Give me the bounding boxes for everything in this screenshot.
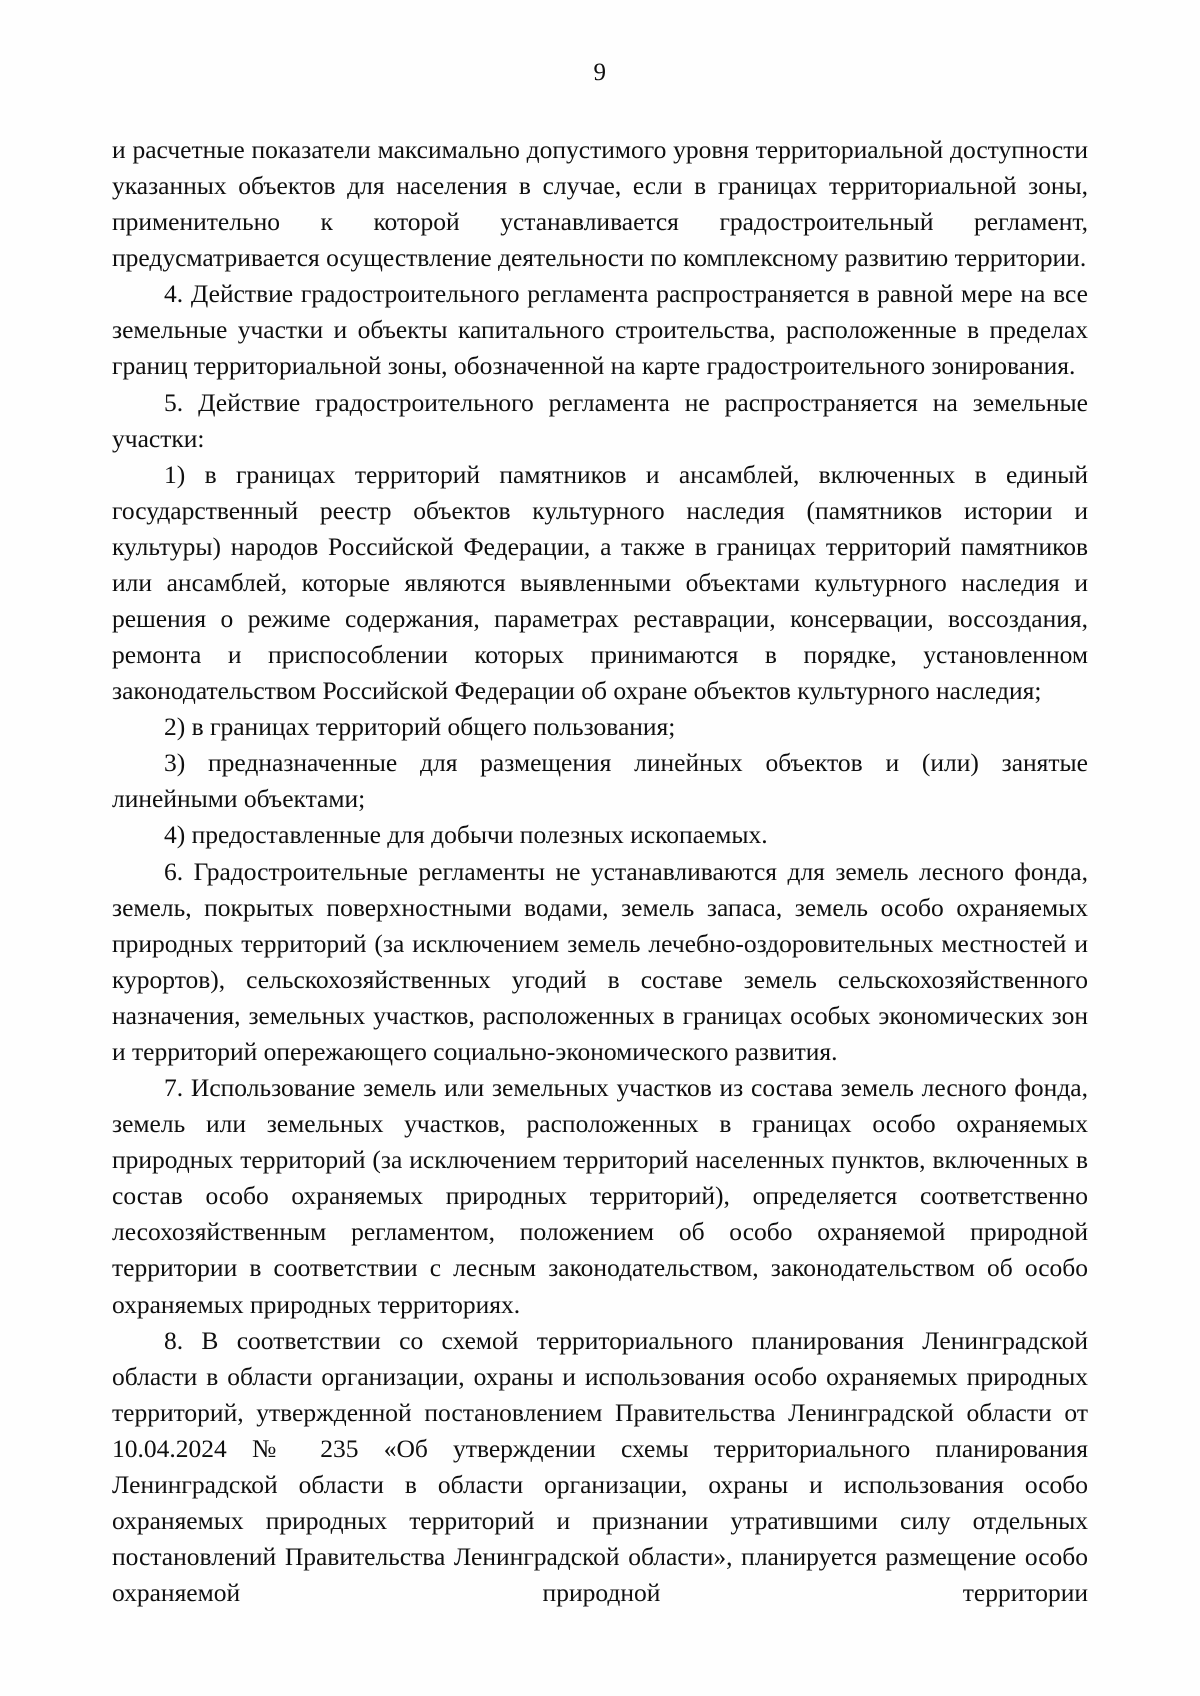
page-number: 9 <box>593 59 607 86</box>
paragraph-item-5-2: 2) в границах территорий общего пользования; <box>164 712 676 742</box>
paragraph-continuation: и расчетные показатели максимально допустимого уровня территориальной доступности указанных объектов для населения в случае, если в границах территориальной зоны, применительно к которой устанавливается градостроительный регламент, предусматривается осуществление деятельности по комплексному развитию территории. <box>112 135 1088 273</box>
paragraph-item-5: 5. Действие градостроительного регламента не распространяется на земельные участки: <box>112 387 1088 453</box>
paragraph-item-4: 4. Действие градостроительного регламента распространяется в равной мере на все земельные участки и объекты капитального строительства, расположенные в пределах границ территориальной зоны, обозначенной на карте градостроительного зонирования. <box>112 279 1088 381</box>
paragraph-item-5-4: 4) предоставленные для добычи полезных ископаемых. <box>164 820 768 850</box>
paragraph-item-6: 6. Градостроительные регламенты не устанавливаются для земель лесного фонда, земель, покрытых поверхностными водами, земель запаса, земель особо охраняемых природных территорий (за исключением земель лечебно-оздоровительных местностей и курортов), сельскохозяйственных угодий в составе земель сельскохозяйственного назначения, земельных участков, расположенных в границах особых экономических зон и территорий опережающего социально-экономического развития. <box>112 856 1088 1066</box>
paragraph-item-7: 7. Использование земель или земельных участков из состава земель лесного фонда, земель или земельных участков, расположенных в границах особо охраняемых природных территорий (за исключением территорий населенных пунктов, включенных в состав особо охраняемых природных территорий), определяется соответственно лесохозяйственным регламентом, положением об особо охраняемой природной территории в соответствии с лесным законодательством, законодательством об особо охраняемых природных территориях. <box>112 1073 1088 1319</box>
paragraph-item-5-1: 1) в границах территорий памятников и ансамблей, включенных в единый государственный реестр объектов культурного наследия (памятников истории и культуры) народов Российской Федерации, а также в границах территорий памятников или ансамблей, которые являются выявленными объектами культурного наследия и решения о режиме содержания, параметрах реставрации, консервации, воссоздания, ремонта и приспособлении которых принимаются в порядке, установленном законодательством Российской Федерации об охране объектов культурного наследия; <box>112 459 1088 706</box>
paragraph-item-8: 8. В соответствии со схемой территориального планирования Ленинградской области в области организации, охраны и использования особо охраняемых природных территорий, утвержденной постановлением Правительства Ленинградской области от 10.04.2024 № 235 «Об утверждении схемы территориального планирования Ленинградской области в области организации, охраны и использования особо охраняемых природных территорий и признании утратившими силу отдельных постановлений Правительства Ленинградской области», планируется размещение особо охраняемой природной территории <box>112 1325 1088 1608</box>
paragraph-item-5-3: 3) предназначенные для размещения линейных объектов и (или) занятые линейными объектами; <box>112 748 1088 814</box>
document-body <box>112 132 1088 1611</box>
